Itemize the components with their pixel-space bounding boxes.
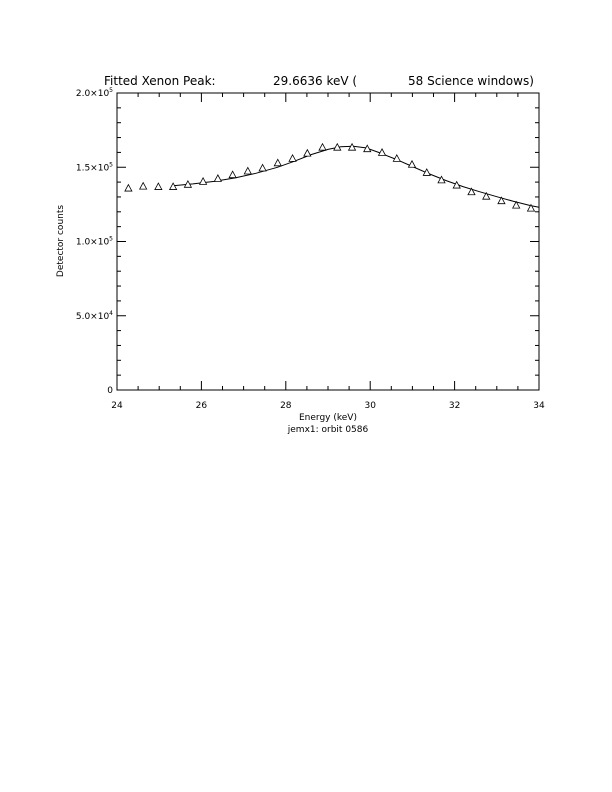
x-tick-label: 28 <box>280 401 292 411</box>
x-tick-label: 32 <box>448 401 461 411</box>
x-axis-label: Energy (keV) <box>299 413 357 423</box>
x-tick-label: 30 <box>364 401 376 411</box>
chart-title-right: 58 Science windows) <box>408 74 534 88</box>
y-tick-label: $1.5\times 10^5$ <box>75 161 113 174</box>
chart-title-middle: 29.6636 keV ( <box>273 74 358 88</box>
y-tick-label: 0 <box>107 386 113 396</box>
y-tick-label: $5.0\times 10^4$ <box>75 309 113 322</box>
y-tick-label: $1.0\times 10^5$ <box>75 235 113 248</box>
x-tick-label: 24 <box>111 401 123 411</box>
x-tick-label: 34 <box>533 401 545 411</box>
x-tick-label: 26 <box>195 401 208 411</box>
chart-title-left: Fitted Xenon Peak: <box>104 74 216 88</box>
chart-subcaption: jemx1: orbit 0586 <box>287 425 369 435</box>
y-axis-label: Detector counts <box>56 204 66 278</box>
y-tick-label: $2.0\times 10^5$ <box>75 87 113 99</box>
